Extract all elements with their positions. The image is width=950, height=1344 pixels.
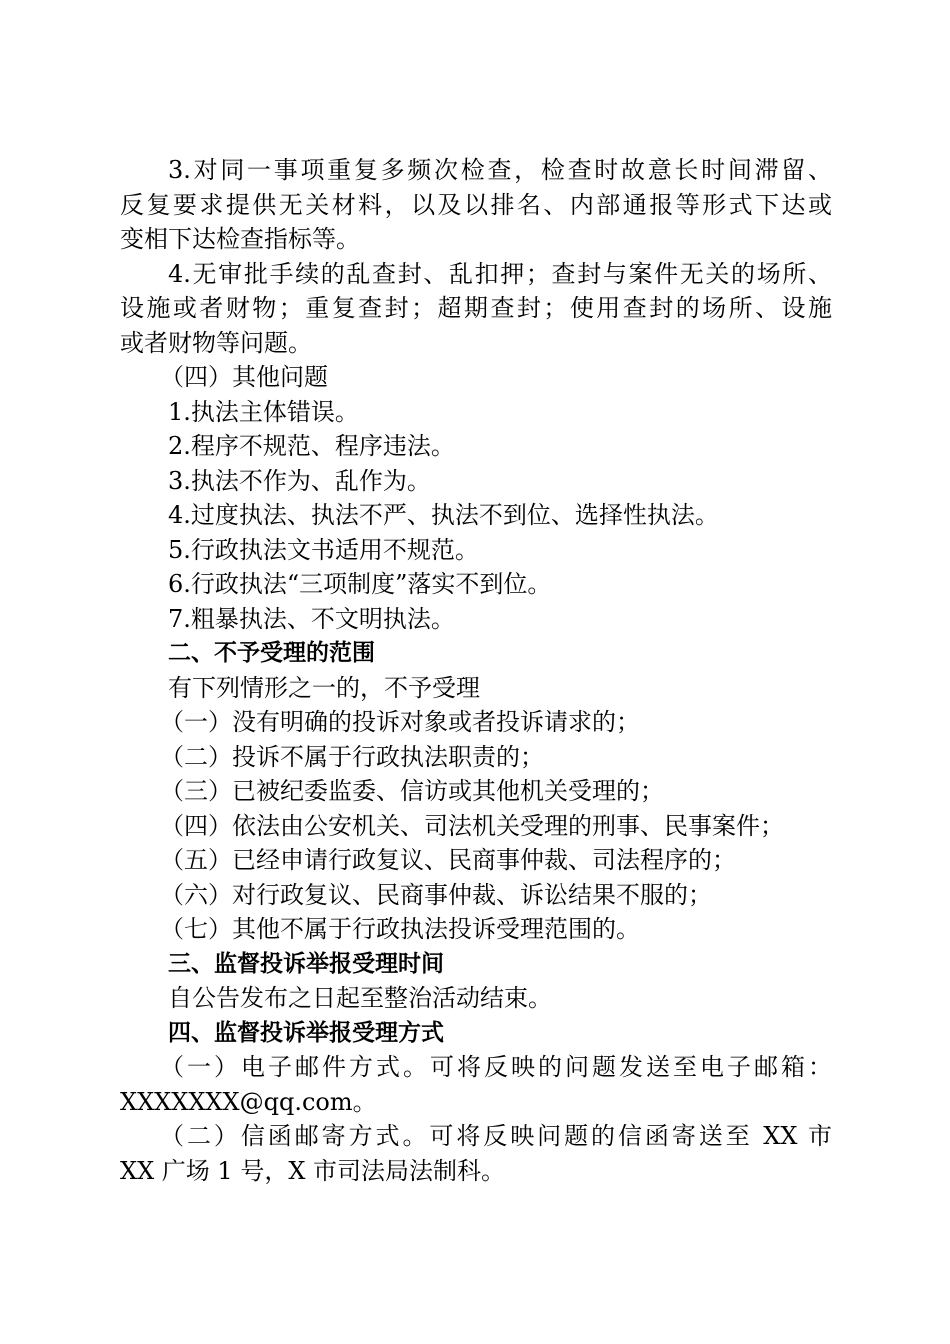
list-item: （三）已被纪委监委、信访或其他机关受理的； [160,777,664,805]
method-email-line: （一）电子邮件方式。可将反映的问题发送至电子邮箱： [160,1053,832,1081]
paragraph-line: 3.对同一事项重复多频次检查，检查时故意长时间滞留、 [168,156,832,184]
method-mail [120,1119,832,1188]
section-four-heading: （四）其他问题 [160,363,328,391]
not-accepted-list [120,705,832,947]
list-item: 1.执法主体错误。 [168,397,359,426]
section-heading-two: 二、不予受理的范围 [168,640,375,666]
section-heading-three: 三、监督投诉举报受理时间 [168,950,444,977]
list-item: （二）投诉不属于行政执法职责的； [160,742,544,771]
list-item: 7.粗暴执法、不文明执法。 [168,604,455,633]
list-item: 4.过度执法、执法不严、执法不到位、选择性执法。 [168,501,719,529]
paragraph-line: 设施或者财物；重复查封；超期查封；使用查封的场所、设施 [120,294,832,322]
paragraph-item-4 [120,257,832,361]
section-heading-four: 四、监督投诉举报受理方式 [168,1019,444,1046]
paragraph-item-3 [120,153,832,257]
list-item: 3.执法不作为、乱作为。 [168,466,431,495]
list-item: 6.行政执法“三项制度”落实不到位。 [168,570,552,598]
list-item: 2.程序不规范、程序违法。 [168,432,455,460]
other-issues-list [120,395,832,637]
mail-address: XX 广场 1 号，X 市司法局法制科。 [120,1156,506,1185]
list-item: （五）已经申请行政复议、民商事仲裁、司法程序的； [160,846,736,874]
paragraph-line: 变相下达检查指标等。 [120,225,360,253]
paragraph-line: 或者财物等问题。 [120,328,312,357]
list-item: 5.行政执法文书适用不规范。 [168,535,479,564]
list-item: （一）没有明确的投诉对象或者投诉请求的； [160,708,640,736]
paragraph-line: 反复要求提供无关材料，以及以排名、内部通报等形式下达或 [120,190,832,219]
document-page [120,153,832,1188]
paragraph-line: 4.无审批手续的乱查封、乱扣押；查封与案件无关的场所、 [168,259,832,288]
not-accepted-intro: 有下列情形之一的，不予受理 [168,673,480,702]
list-item: （四）依法由公安机关、司法机关受理的刑事、民事案件； [160,811,784,840]
time-text: 自公告发布之日起至整治活动结束。 [168,984,552,1012]
list-item: （七）其他不属于行政执法投诉受理范围的。 [160,915,640,943]
email-address: XXXXXXX@qq.com。 [120,1087,377,1116]
method-mail-line: （二）信函邮寄方式。可将反映问题的信函寄送至 XX 市 [160,1122,832,1150]
list-item: （六）对行政复议、民商事仲裁、诉讼结果不服的； [160,880,712,909]
method-email [120,1050,832,1119]
